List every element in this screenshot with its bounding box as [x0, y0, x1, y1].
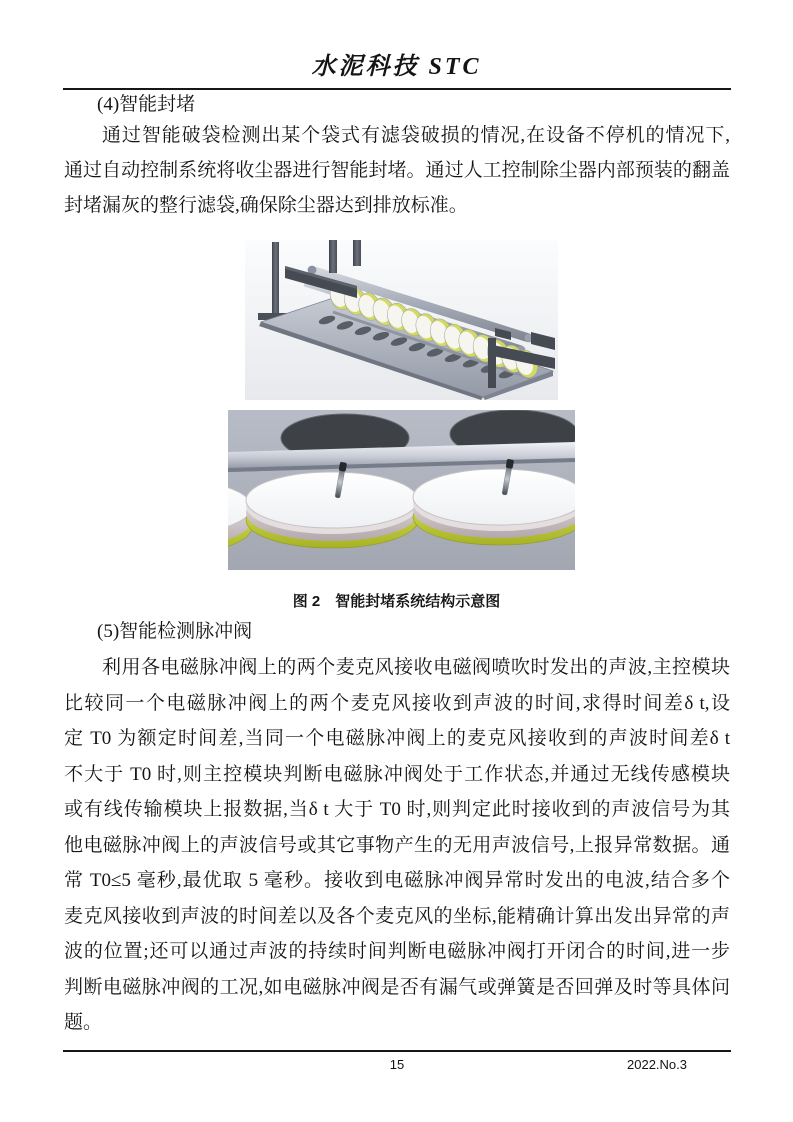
- paragraph-line: 或有线传输模块上报数据,当δ t 大于 T0 时,则判定此时接收到的声波信号为其: [64, 799, 730, 820]
- paragraph-line: 封堵漏灰的整行滤袋,确保除尘器达到排放标准。: [64, 195, 468, 216]
- paragraph-line: 麦克风接收到声波的时间差以及各个麦克风的坐标,能精确计算出发出异常的声: [64, 905, 730, 927]
- paragraph-line: 波的位置;还可以通过声波的持续时间判断电磁脉冲阀打开闭合的时间,进一步: [64, 941, 730, 962]
- figure-caption: 图 2 智能封堵系统结构示意图: [292, 593, 501, 610]
- paragraph-line: 比较同一个电磁脉冲阀上的两个麦克风接收到声波的时间,求得时间差δ t,设: [64, 692, 730, 714]
- section-4-heading: (4)智能封堵: [97, 94, 196, 115]
- paragraph-line: 判断电磁脉冲阀的工况,如电磁脉冲阀是否有漏气或弹簧是否回弹及时等具体问: [64, 976, 730, 998]
- section-4-paragraph: [64, 118, 730, 223]
- page-number: 15: [389, 1057, 405, 1072]
- flip-cover-discs-3d-render: [228, 410, 575, 570]
- paragraph-line: 常 T0≤5 毫秒,最优取 5 毫秒。接收到电磁脉冲阀异常时发出的电波,结合多个: [64, 870, 730, 891]
- sealing-rail-3d-render: [245, 240, 558, 400]
- section-5-paragraph: [64, 650, 730, 1041]
- paragraph-line: 他电磁脉冲阀上的声波信号或其它事物产生的无用声波信号,上报异常数据。通: [64, 834, 730, 856]
- paragraph-line: 利用各电磁脉冲阀上的两个麦克风接收电磁阀喷吹时发出的声波,主控模块: [102, 657, 730, 678]
- paragraph-line: 定 T0 为额定时间差,当同一个电磁脉冲阀上的麦克风接收到的声波时间差δ t: [64, 728, 730, 749]
- paragraph-line: 题。: [64, 1012, 103, 1033]
- paragraph-line: 不大于 T0 时,则主控模块判断电磁脉冲阀处于工作状态,并通过无线传感模块: [64, 763, 730, 785]
- footer-rule: [63, 1050, 731, 1052]
- journal-title: 水泥科技 STC: [311, 54, 482, 80]
- section-5-heading: (5)智能检测脉冲阀: [97, 621, 253, 642]
- header-rule: [63, 88, 731, 90]
- paragraph-line: 通过自动控制系统将收尘器进行智能封堵。通过人工控制除尘器内部预装的翻盖: [64, 160, 730, 181]
- issue-number: 2022.No.3: [627, 1057, 687, 1072]
- paragraph-line: 通过智能破袋检测出某个袋式有滤袋破损的情况,在设备不停机的情况下,: [102, 125, 730, 146]
